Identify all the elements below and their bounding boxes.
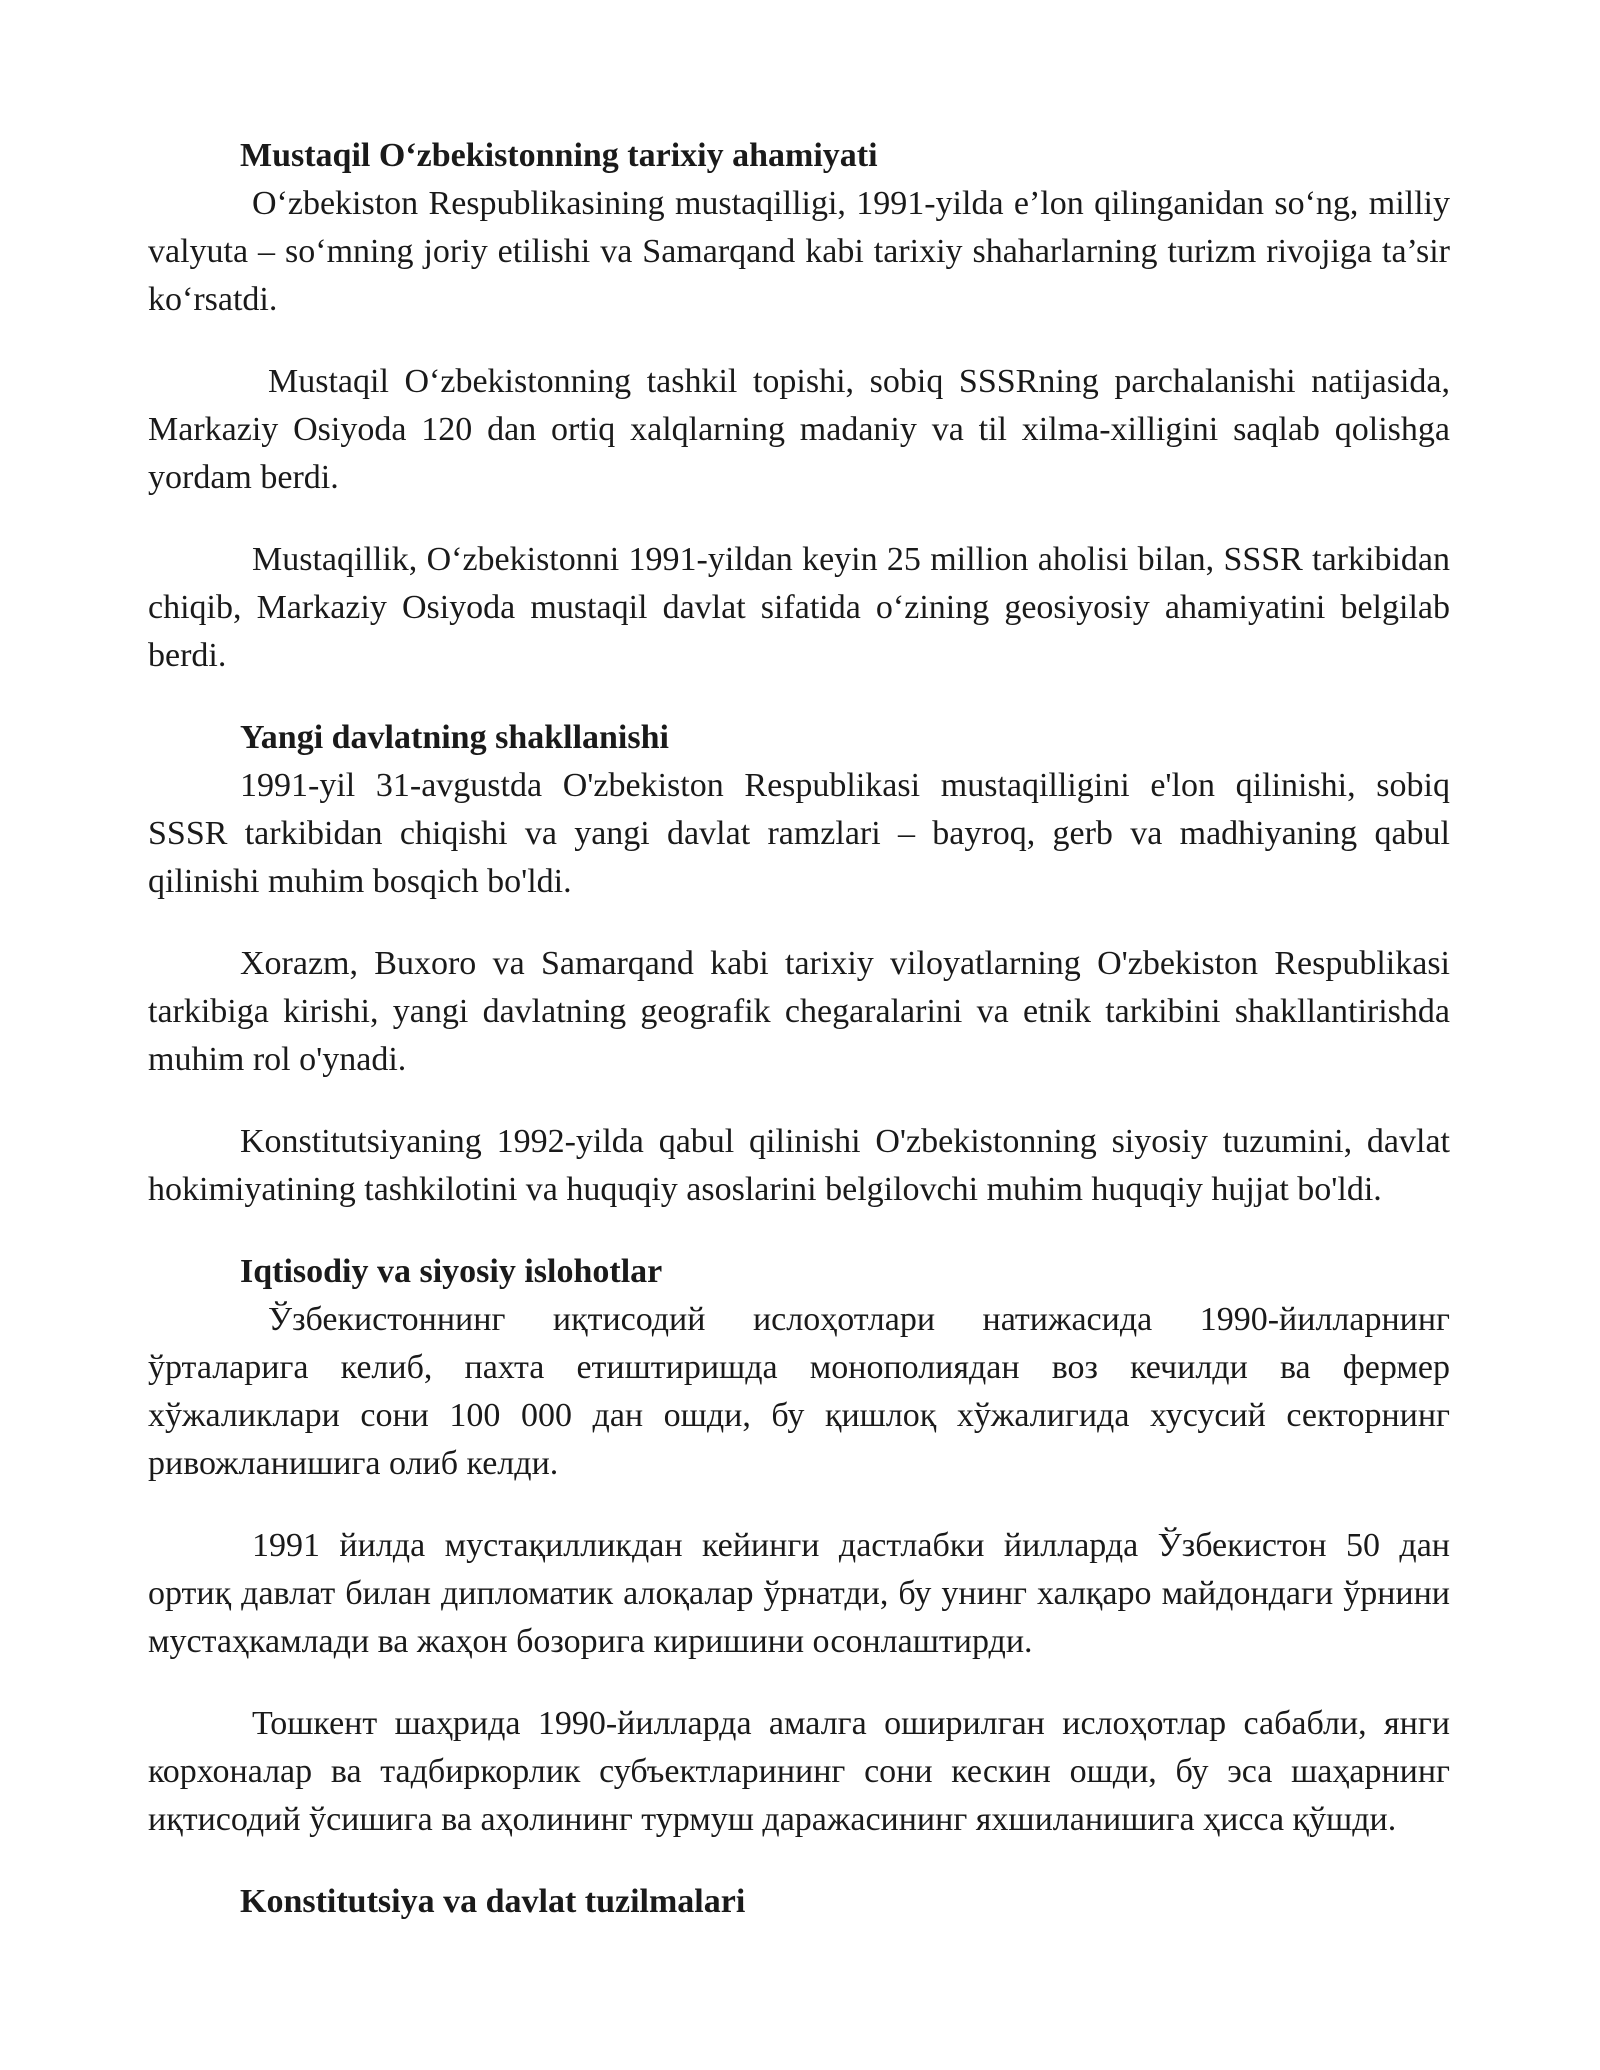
paragraph: Mustaqil O‘zbekistonning tashkil topishi, sobiq SSSRning parchalanishi natijasida, Markaziy Osiyoda 120 dan ortiq xalqlarning madaniy va til xilma-xilligini saqlab qolishga yordam berdi. [148, 363, 1450, 496]
paragraph: Mustaqillik, O‘zbekistonni 1991-yildan keyin 25 million aholisi bilan, SSSR tarkibidan chiqib, Markaziy Osiyoda mustaqil davlat sifatida o‘zining geosiyosiy ahamiyatini belgilab berdi. [148, 541, 1450, 674]
section-constitution-state-structures [148, 1878, 1450, 1926]
section-historical-significance [148, 132, 1450, 680]
document-page [148, 132, 1450, 1960]
section-new-state-formation [148, 714, 1450, 1214]
paragraph: 1991 йилда мустақилликдан кейинги дастлабки йилларда Ўзбекистон 50 дан ортиқ давлат билан дипломатик алоқалар ўрнатди, бу унинг халқаро майдондаги ўрнини мустаҳкамлади ва жаҳон бозорига киришини осонлаштирди. [148, 1527, 1450, 1660]
paragraph: Ўзбекистоннинг иқтисодий ислоҳотлари натижасида 1990-йилларнинг ўрталарига келиб, пахта етиштиришда монополиядан воз кечилди ва фермер хўжаликлари сони 100 000 дан ошди, бу қишлоқ хўжалигида хусусий секторнинг ривожланишига олиб келди. [148, 1301, 1450, 1482]
section-heading: Konstitutsiya va davlat tuzilmalari [240, 1883, 746, 1920]
paragraph: 1991-yil 31-avgustda O'zbekiston Respublikasi mustaqilligini e'lon qilinishi, sobiq SSSR tarkibidan chiqishi va yangi davlat ramzlari – bayroq, gerb va madhiyaning qabul qilinishi muhim bosqich bo'ldi. [148, 767, 1450, 900]
paragraph: O‘zbekiston Respublikasining mustaqilligi, 1991-yilda e’lon qilinganidan so‘ng, milliy valyuta – so‘mning joriy etilishi va Samarqand kabi tarixiy shaharlarning turizm rivojiga ta’sir ko‘rsatdi. [148, 185, 1450, 318]
section-economic-political-reforms [148, 1248, 1450, 1844]
paragraph: Тошкент шаҳрида 1990-йилларда амалга оширилган ислоҳотлар сабабли, янги корхоналар ва тадбиркорлик субъектларининг сони кескин ошди, бу эса шаҳарнинг иқтисодий ўсишига ва аҳолининг турмуш даражасининг яхшиланишига ҳисса қўшди. [148, 1705, 1450, 1838]
paragraph: Konstitutsiyaning 1992-yilda qabul qilinishi O'zbekistonning siyosiy tuzumini, davlat hokimiyatining tashkilotini va huquqiy asoslarini belgilovchi muhim huquqiy hujjat bo'ldi. [148, 1123, 1450, 1208]
section-heading: Yangi davlatning shakllanishi [240, 719, 669, 756]
section-heading: Iqtisodiy va siyosiy islohotlar [240, 1253, 663, 1290]
section-heading: Mustaqil O‘zbekistonning tarixiy ahamiyati [240, 137, 878, 174]
paragraph: Xorazm, Buxoro va Samarqand kabi tarixiy viloyatlarning O'zbekiston Respublikasi tarkibiga kirishi, yangi davlatning geografik chegaralarini va etnik tarkibini shakllantirishda muhim rol o'ynadi. [148, 945, 1450, 1078]
